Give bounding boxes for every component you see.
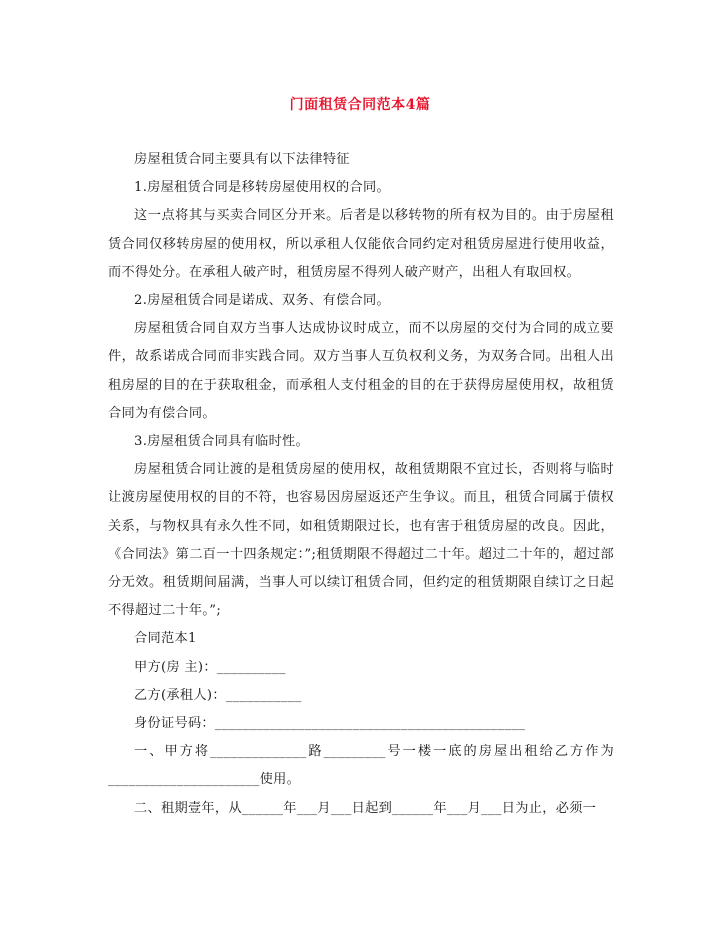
- paragraph-feature-2-heading: 2.房屋租赁合同是诺成、双务、有偿合同。: [134, 293, 390, 309]
- paragraph-party-a: 甲方(房 主)：__________: [134, 659, 286, 675]
- document-title: 门面租赁合同范本4篇: [289, 97, 431, 113]
- paragraph-party-b: 乙方(承租人)：___________: [134, 687, 302, 703]
- paragraph-clause-2: 二、租期壹年，从______年___月___日起到______年___月___日为止，必须一: [134, 800, 597, 816]
- paragraph-feature-2-body: 房屋租赁合同自双方当事人达成协议时成立，而不以房屋的交付为合同的成立要件，故系诺成合同而非实践合同。双方当事人互负权利义务，为双务合同。出租人出租房屋的目的在于获取租金，而承租人支付租金的目的在于获得房屋使用权，故租赁合同为有偿合同。: [108, 321, 614, 421]
- paragraph-feature-3-body: 房屋租赁合同让渡的是租赁房屋的使用权，故租赁期限不宜过长，否则将与临时让渡房屋使用权的目的不符，也容易因房屋返还产生争议。而且，租赁合同属于债权关系，与物权具有永久性不同，如租赁期限过长，也有害于租赁房屋的改良。因此，《合同法》第二百一十四条规定：”;租赁期限不得超过二十年。超过二十年的，超过部分无效。租赁期间届满，当事人可以续订租赁合同，但约定的租赁期限自续订之日起不得超过二十年。”;: [108, 462, 614, 619]
- paragraph-clause-1: 一、甲方将______________路_________号一楼一底的房屋出租给乙方作为______________________使用。: [108, 744, 614, 788]
- paragraph-intro: 房屋租赁合同主要具有以下法律特征: [134, 152, 350, 167]
- paragraph-sample-1-heading: 合同范本1: [134, 631, 197, 647]
- document-body: [108, 146, 614, 823]
- paragraph-feature-1-heading: 1.房屋租赁合同是移转房屋使用权的合同。: [134, 180, 390, 196]
- paragraph-feature-1-body: 这一点将其与买卖合同区分开来。后者是以移转物的所有权为目的。由于房屋租赁合同仅移转房屋的使用权，所以承租人仅能依合同约定对租赁房屋进行使用收益，而不得处分。在承租人破产时，租赁房屋不得列人破产财产，出租人有取回权。: [108, 208, 614, 280]
- paragraph-feature-3-heading: 3.房屋租赁合同具有临时性。: [134, 434, 310, 450]
- paragraph-id-number: 身份证号码：_____________________________________________: [134, 716, 526, 732]
